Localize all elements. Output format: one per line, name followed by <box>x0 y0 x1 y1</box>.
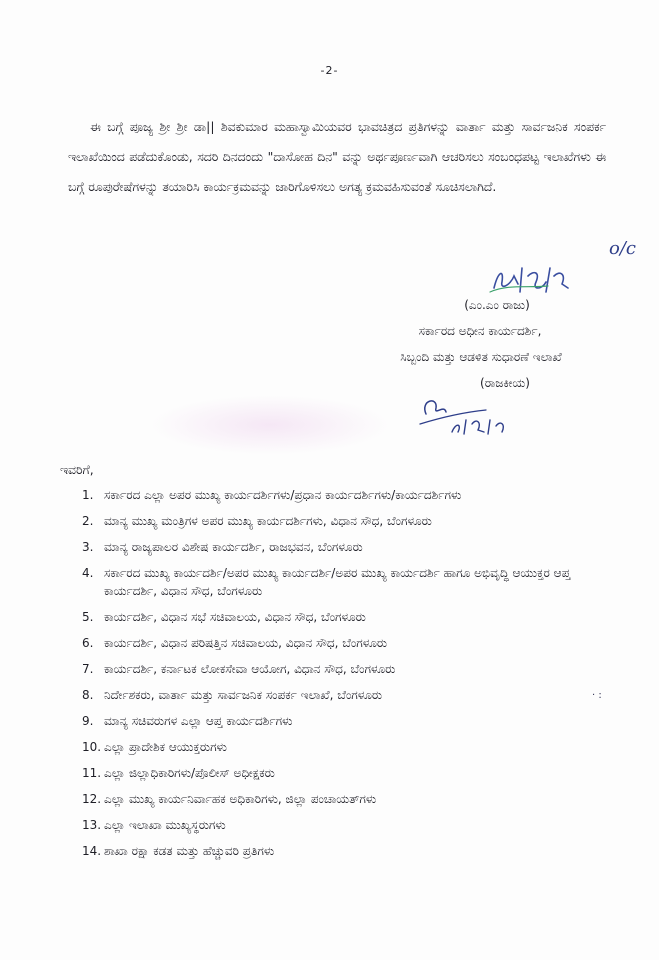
margin-dots: · : <box>592 690 602 701</box>
page-number: -2- <box>320 64 339 77</box>
recipient-item: 4. ಸರ್ಕಾರದ ಮುಖ್ಯ ಕಾರ್ಯದರ್ಶಿ/ಅಪರ ಮುಖ್ಯ ಕಾರ್ಯದರ್ಶಿ/ಅಪರ ಮುಖ್ಯ ಕಾರ್ಯದರ್ಶಿ ಹಾಗೂ ಅಭಿವೃದ್ಧಿ ಆಯುಕ್ತರ ಆಪ್ತ ಕಾರ್ಯದರ್ಶಿ, ವಿಧಾನ ಸೌಧ, ಬೆಂಗಳೂರು <box>82 566 571 598</box>
paper-stain <box>150 395 390 455</box>
recipient-item: 1. ಸರ್ಕಾರದ ಎಲ್ಲಾ ಅಪರ ಮುಖ್ಯ ಕಾರ್ಯದರ್ಶಿಗಳು/ಪ್ರಧಾನ ಕಾರ್ಯದರ್ಶಿಗಳು/ಕಾರ್ಯದರ್ಶಿಗಳು <box>82 488 462 502</box>
signature-block <box>380 292 580 396</box>
recipient-item: 8. ನಿರ್ದೇಶಕರು, ವಾರ್ತಾ ಮತ್ತು ಸಾರ್ವಜನಿಕ ಸಂಪರ್ಕ ಇಲಾಖೆ, ಬೆಂಗಳೂರು <box>82 688 383 702</box>
recipient-item: 6. ಕಾರ್ಯದರ್ಶಿ, ವಿಧಾನ ಪರಿಷತ್ತಿನ ಸಚಿವಾಲಯ, ವಿಧಾನ ಸೌಧ, ಬೆಂಗಳೂರು <box>82 636 388 650</box>
signatory-section: (ರಾಜಕೀಯ) <box>480 376 530 390</box>
signatory-title: ಸರ್ಕಾರದ ಅಧೀನ ಕಾರ್ಯದರ್ಶಿ, <box>418 324 542 338</box>
recipient-item: 2. ಮಾನ್ಯ ಮುಖ್ಯ ಮಂತ್ರಿಗಳ ಅಪರ ಮುಖ್ಯ ಕಾರ್ಯದರ್ಶಿಗಳು, ವಿಧಾನ ಸೌಧ, ಬೆಂಗಳೂರು <box>82 514 432 528</box>
handwritten-initials-date <box>416 394 516 436</box>
recipient-item: 7. ಕಾರ್ಯದರ್ಶಿ, ಕರ್ನಾಟಕ ಲೋಕಸೇವಾ ಆಯೋಗ, ವಿಧಾನ ಸೌಧ, ಬೆಂಗಳೂರು <box>82 662 396 676</box>
recipient-item: 11. ಎಲ್ಲಾ ಜಿಲ್ಲಾಧಿಕಾರಿಗಳು/ಪೊಲೀಸ್ ಅಧೀಕ್ಷಕರು <box>82 766 275 780</box>
handwritten-initial: o/c <box>609 238 636 259</box>
handwritten-signature-date <box>488 262 578 296</box>
recipients-list <box>82 486 622 868</box>
signatory-office: ಸಿಬ್ಬಂದಿ ಮತ್ತು ಆಡಳಿತ ಸುಧಾರಣೆ ಇಲಾಖೆ <box>400 350 562 364</box>
signatory-name: (ಎಂ.ಎಂ ರಾಜು) <box>464 298 530 312</box>
recipient-item: 10. ಎಲ್ಲಾ ಪ್ರಾದೇಶಿಕ ಆಯುಕ್ತರುಗಳು <box>82 740 227 754</box>
recipient-item: 5. ಕಾರ್ಯದರ್ಶಿ, ವಿಧಾನ ಸಭೆ ಸಚಿವಾಲಯ, ವಿಧಾನ ಸೌಧ, ಬೆಂಗಳೂರು <box>82 610 366 624</box>
recipient-item: 14. ಶಾಖಾ ರಕ್ಷಾ ಕಡತ ಮತ್ತು ಹೆಚ್ಚುವರಿ ಪ್ರತಿಗಳು <box>82 844 275 858</box>
recipient-item: 9. ಮಾನ್ಯ ಸಚಿವರುಗಳ ಎಲ್ಲಾ ಆಪ್ತ ಕಾರ್ಯದರ್ಶಿಗಳು <box>82 714 293 728</box>
recipients-heading: ಇವರಿಗೆ, <box>60 462 94 477</box>
recipient-item: 13. ಎಲ್ಲಾ ಇಲಾಖಾ ಮುಖ್ಯಸ್ಥರುಗಳು <box>82 818 226 832</box>
body-paragraph: ಈ ಬಗ್ಗೆ ಪೂಜ್ಯ ಶ್ರೀ ಶ್ರೀ ಡಾ|| ಶಿವಕುಮಾರ ಮಹಾಸ್ವಾಮಿಯವರ ಭಾವಚಿತ್ರದ ಪ್ರತಿಗಳನ್ನು ವಾರ್ತಾ ಮತ್ತು ಸಾರ್ವಜನಿಕ ಸಂಪರ್ಕ ಇಲಾಖೆಯಿಂದ ಪಡೆದುಕೊಂಡು, ಸದರಿ ದಿನದಂದು "ದಾಸೋಹ ದಿನ" ವನ್ನು ಅರ್ಥಪೂರ್ಣವಾಗಿ ಆಚರಿಸಲು ಸಂಬಂಧಪಟ್ಟ ಇಲಾಖೆಗಳು ಈ ಬಗ್ಗೆ ರೂಪುರೇಷೆಗಳನ್ನು ತಯಾರಿಸಿ ಕಾರ್ಯಕ್ರಮವನ್ನು ಜಾರಿಗೊಳಿಸಲು ಅಗತ್ಯ ಕ್ರಮವಹಿಸುವಂತೆ ಸೂಚಿಸಲಾಗಿದೆ. <box>68 119 606 194</box>
recipient-item: 12. ಎಲ್ಲಾ ಮುಖ್ಯ ಕಾರ್ಯನಿರ್ವಾಹಕ ಅಧಿಕಾರಿಗಳು, ಜಿಲ್ಲಾ ಪಂಚಾಯತ್‌ಗಳು <box>82 792 377 806</box>
recipient-item: 3. ಮಾನ್ಯ ರಾಜ್ಯಪಾಲರ ವಿಶೇಷ ಕಾರ್ಯದರ್ಶಿ, ರಾಜಭವನ, ಬೆಂಗಳೂರು <box>82 540 363 554</box>
